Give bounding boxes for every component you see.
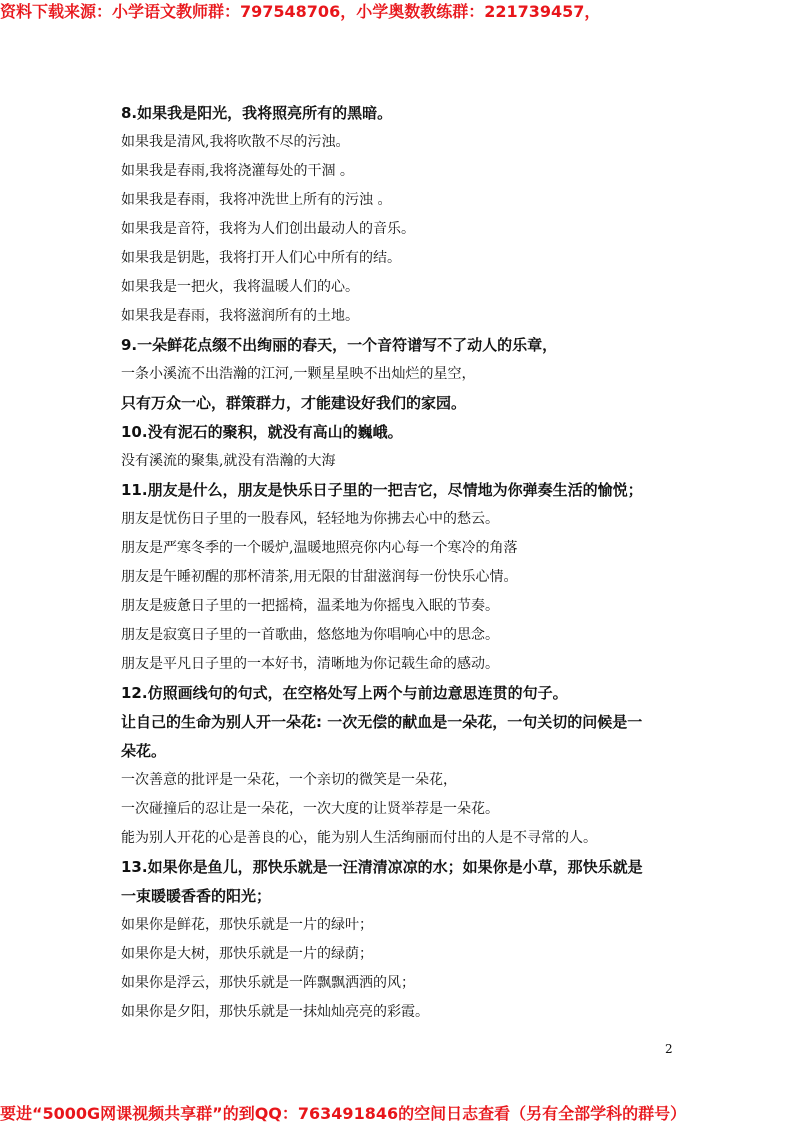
heading-line: 13.如果你是鱼儿，那快乐就是一汪清清凉凉的水；如果你是小草，那快乐就是 — [121, 858, 643, 876]
heading-line: 10.没有泥石的聚积，就没有高山的巍峨。 — [121, 423, 403, 441]
text-line: 如果你是鲜花，那快乐就是一片的绿叶； — [121, 917, 373, 933]
heading-line: 朵花。 — [121, 742, 167, 760]
footer-banner: 要进“5000G网课视频共享群”的到QQ：763491846的空间日志查看（另有全部学科的群号） — [0, 1104, 687, 1123]
text-line: 一次善意的批评是一朵花，一个亲切的微笑是一朵花， — [121, 772, 457, 788]
heading-line: 9.一朵鲜花点缀不出绚丽的春天，一个音符谱写不了动人的乐章， — [121, 336, 558, 354]
heading-line: 8.如果我是阳光，我将照亮所有的黑暗。 — [121, 104, 393, 122]
heading-line: 只有万众一心，群策群力，才能建设好我们的家园。 — [121, 394, 467, 412]
text-line: 如果我是春雨，我将滋润所有的土地。 — [121, 308, 359, 324]
text-line: 如果你是夕阳，那快乐就是一抹灿灿亮亮的彩霞。 — [121, 1004, 429, 1020]
text-line: 朋友是疲惫日子里的一把摇椅，温柔地为你摇曳入眠的节奏。 — [121, 598, 499, 614]
heading-line: 让自己的生命为别人开一朵花: 一次无偿的献血是一朵花，一句关切的问候是一 — [121, 713, 643, 731]
document-body — [121, 99, 681, 1027]
text-line: 朋友是平凡日子里的一本好书，清晰地为你记载生命的感动。 — [121, 656, 499, 672]
header-banner: 资料下载来源：小学语文教师群：797548706，小学奥数教练群：221739457， — [0, 2, 601, 21]
text-line: 一条小溪流不出浩瀚的江河,一颗星星映不出灿烂的星空， — [121, 366, 476, 382]
text-line: 如果我是音符，我将为人们创出最动人的音乐。 — [121, 221, 415, 237]
text-line: 如果你是浮云，那快乐就是一阵飘飘洒洒的风； — [121, 975, 415, 991]
text-line: 能为别人开花的心是善良的心，能为别人生活绚丽而付出的人是不寻常的人。 — [121, 830, 597, 846]
text-line: 朋友是午睡初醒的那杯清茶,用无限的甘甜滋润每一份快乐心情。 — [121, 569, 518, 585]
text-line: 没有溪流的聚集,就没有浩瀚的大海 — [121, 453, 336, 469]
text-line: 朋友是忧伤日子里的一股春风，轻轻地为你拂去心中的愁云。 — [121, 511, 499, 527]
text-line: 如果我是春雨,我将浇灌每处的干涸 。 — [121, 163, 354, 179]
text-line: 如果你是大树，那快乐就是一片的绿荫； — [121, 946, 373, 962]
text-line: 如果我是清风,我将吹散不尽的污浊。 — [121, 134, 350, 150]
text-line: 如果我是春雨，我将冲洗世上所有的污浊 。 — [121, 192, 392, 208]
text-line: 如果我是钥匙，我将打开人们心中所有的结。 — [121, 250, 401, 266]
text-line: 朋友是严寒冬季的一个暖炉,温暖地照亮你内心每一个寒冷的角落 — [121, 540, 518, 556]
text-line: 如果我是一把火，我将温暖人们的心。 — [121, 279, 359, 295]
text-line: 朋友是寂寞日子里的一首歌曲，悠悠地为你唱响心中的思念。 — [121, 627, 499, 643]
heading-line: 一束暖暖香香的阳光； — [121, 887, 272, 905]
heading-line: 11.朋友是什么，朋友是快乐日子里的一把吉它，尽情地为你弹奏生活的愉悦； — [121, 481, 643, 499]
page-number: 2 — [665, 1042, 673, 1056]
text-line: 一次碰撞后的忍让是一朵花，一次大度的让贤举荐是一朵花。 — [121, 801, 499, 817]
heading-line: 12.仿照画线句的句式，在空格处写上两个与前边意思连贯的句子。 — [121, 684, 568, 702]
